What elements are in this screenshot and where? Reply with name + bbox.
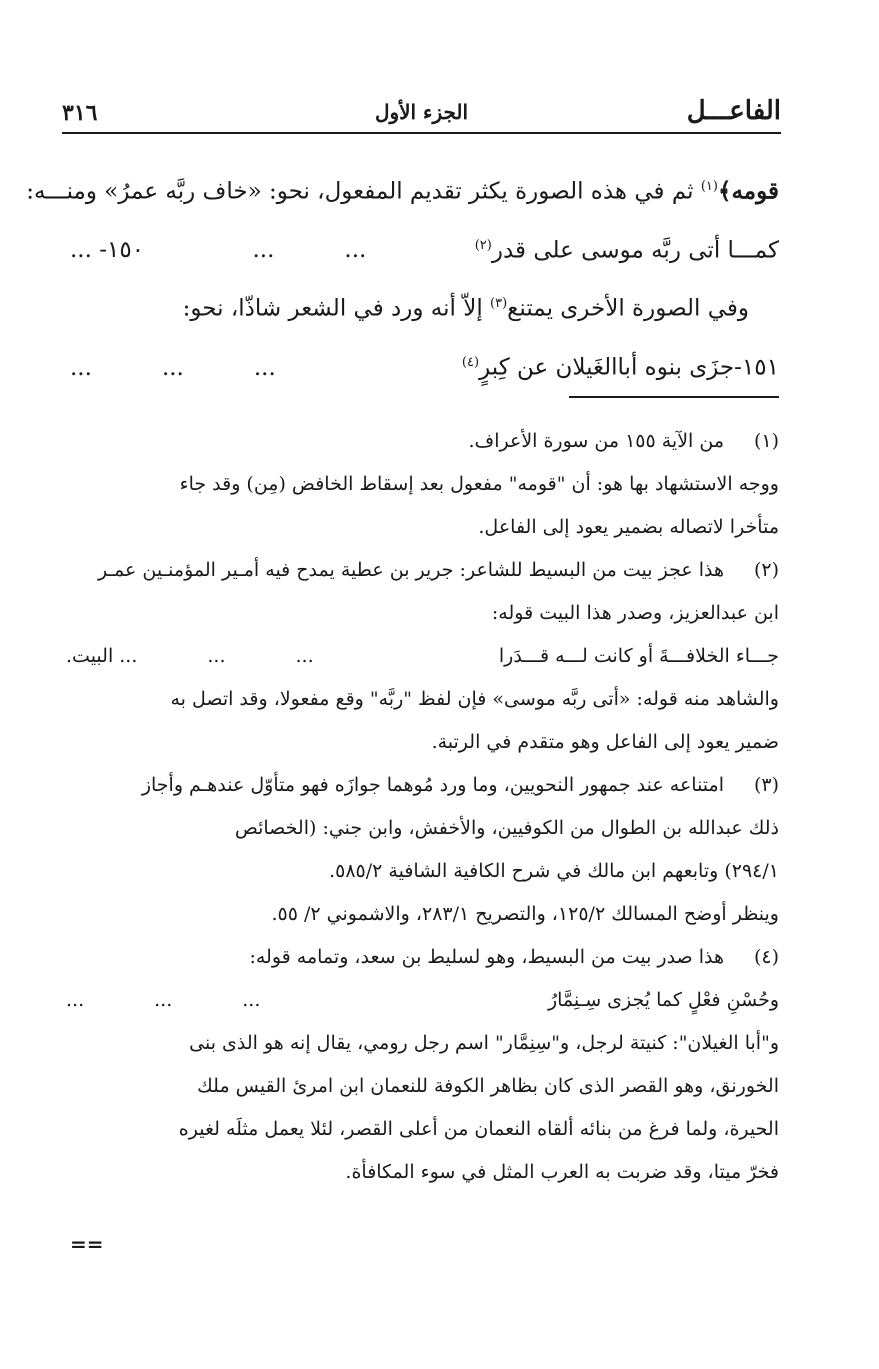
- verse-151-text: ١٥١-جزَى بنوه أباالغَيلان عن كِبرٍ$^{(٤)}$: [461, 354, 779, 381]
- footnote-1: [66, 420, 779, 463]
- main-line-1-text: ثم في هذه الصورة يكثر تقديم المفعول، نحو: «خاف ربَّه عمرُ» ومنـــه:: [26, 178, 701, 205]
- footnote-body: هذا صدر بيت من البسيط، وهو لسليط بن سعد، وتمامه قوله:: [249, 946, 724, 968]
- page-number: ٣١٦: [62, 100, 98, 126]
- part-title: الجزء الأول: [374, 100, 469, 124]
- verse-150-number: ١٥٠- ...: [70, 237, 145, 264]
- footnote-4: [66, 936, 779, 979]
- footnote-2: [66, 549, 779, 592]
- footnote-4-poem: وحُسْنِ فعْلٍ كما يُجزى سِـنِمَّارُ ... ... ...: [66, 989, 779, 1011]
- footnote-separator: [569, 396, 779, 398]
- continuation-mark: ==: [70, 1232, 104, 1256]
- footnote-3-line: وينظر أوضح المسالك ١٢٥/٢، والتصريح ٢٨٣/١، والاشموني ٢/ ٥٥.: [271, 903, 779, 925]
- footnote-number: (٤): [753, 946, 779, 968]
- footnote-4-line: فخرّ ميتا، وقد ضربت به العرب المثل في سوء المكافأة.: [345, 1161, 779, 1183]
- footnote-ref-2: (٢): [474, 237, 492, 253]
- verse-150-text: كمـــا أتى ربَّه موسى على قدر$^{(٢)}$: [474, 237, 779, 264]
- footnote-1-line: متأخرا لاتصاله بضمير يعود إلى الفاعل.: [478, 516, 779, 538]
- quran-fragment: قومه﴾: [717, 177, 779, 205]
- footnote-number: (٢): [753, 559, 779, 581]
- footnote-4-line: و"أبا الغيلان": كنيتة لرجل، و"سِنِمَّار" اسم رجل رومي، يقال إنه هو الذى بنى: [189, 1032, 779, 1054]
- footnote-ref-4: (٤): [461, 354, 480, 370]
- main-line-3: وفي الصورة الأخرى يمتنع$^{(٣)}$ إلاّ أنه ورد في الشعر شاذّا، نحو:: [182, 295, 749, 322]
- footnote-2-poem: جـــاء الخلافـــةَ أو كانت لـــه قـــدَرا ... ... ... البيت.: [66, 645, 779, 667]
- footnote-4-line: الحيرة، ولما فرغ من بنائه ألقاه النعمان من أعلى القصر، لئلا يعمل مثلَه لغيره: [178, 1118, 779, 1140]
- footnote-2-line: والشاهد منه قوله: «أتى ربَّه موسى» فإن لفظ "ربَّه" وقع مفعولا، وقد اتصل به: [170, 688, 779, 710]
- main-text: [26, 160, 779, 395]
- footnote-body: هذا عجز بيت من البسيط للشاعر: جرير بن عطية يمدح فيه أمـير المؤمنـين عمـر: [97, 559, 724, 581]
- footnote-number: (٣): [753, 774, 779, 796]
- verse-150-dots: ... ...: [252, 237, 367, 264]
- footnote-4-line: الخورنق، وهو القصر الذى كان بظاهر الكوفة للنعمان ابن امرئ القيس ملك: [197, 1075, 779, 1097]
- verse-150: [70, 219, 779, 278]
- footnotes: [66, 420, 779, 1194]
- verse-151-dots: ... ... ...: [70, 354, 276, 381]
- chapter-title: الفاعـــل: [686, 96, 781, 126]
- main-line-1: [26, 160, 779, 219]
- page-header: [62, 78, 781, 134]
- footnote-3-line: ٢٩٤/١) وتابعهم ابن مالك في شرح الكافية الشافية ٥٨٥/٢.: [329, 860, 779, 882]
- footnote-body: من الآية ١٥٥ من سورة الأعراف.: [468, 430, 724, 452]
- footnote-3: [66, 764, 779, 807]
- footnote-body: امتناعه عند جمهور النحويين، وما ورد مُوهما جوازَه فهو متأوّل عندهـم وأجاز: [141, 774, 724, 796]
- footnote-number: (١): [753, 430, 779, 452]
- footnote-2-line: ضمير يعود إلى الفاعل وهو متقدم في الرتبة.: [431, 731, 779, 753]
- footnote-ref-3: (٣): [490, 296, 508, 312]
- footnote-3-line: ذلك عبدالله بن الطوال من الكوفيين، والأخفش، وابن جني: (الخصائص: [234, 817, 779, 839]
- footnote-2-line: ابن عبدالعزيز، وصدر هذا البيت قوله:: [491, 602, 779, 624]
- verse-151: [70, 336, 779, 395]
- footnote-ref-1: (١): [700, 179, 718, 194]
- footnote-1-line: ووجه الاستشهاد بها هو: أن "قومه" مفعول بعد إسقاط الخافض (مِن) وقد جاء: [179, 473, 779, 495]
